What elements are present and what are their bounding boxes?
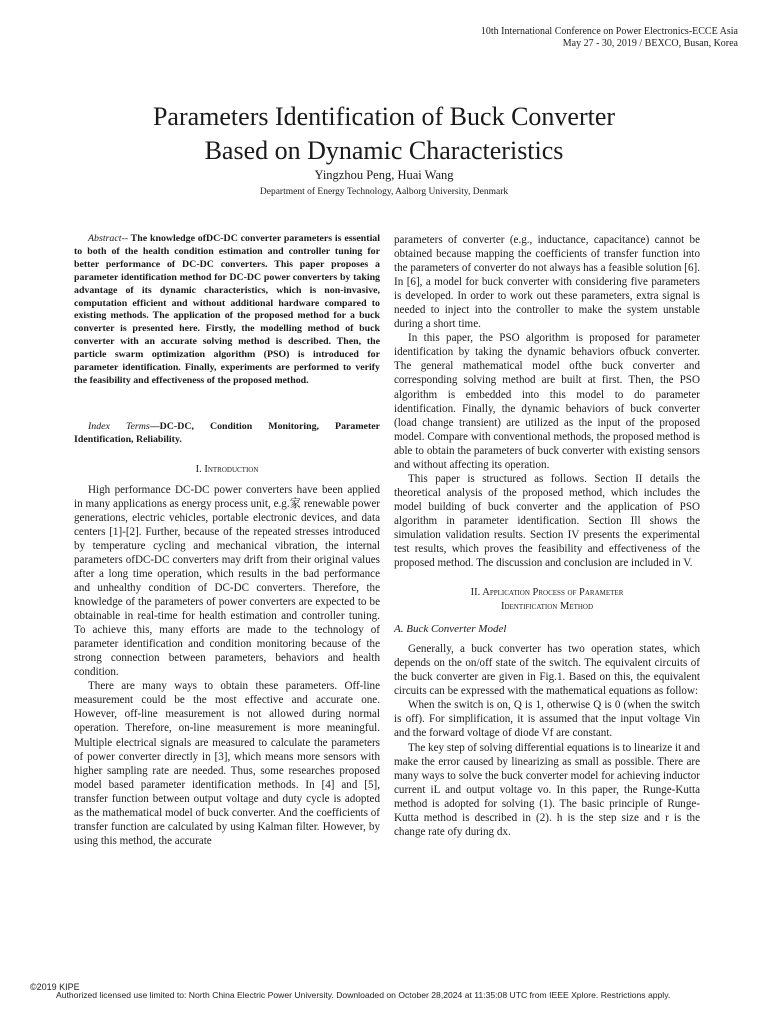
paper-title — [0, 100, 768, 168]
intro-paragraph-4: In this paper, the PSO algorithm is proposed for parameter identification by taking the dynamic behaviors ofbuck converter. The general mathematical model ofthe buck converter and corresponding solving method are built at first. Then, the PSO algorithm is embedded into this model to do parameter identification. Finally, the dynamic behaviors of buck converter (load change transient) are utilized as the input of the proposed model. Compare with conventional methods, the proposed method is able to obtain the parameters of buck converter with existing sensors and without affecting its operation. — [394, 332, 700, 471]
section-1-heading: I. Introduction — [195, 463, 259, 475]
intro-paragraph-2: There are many ways to obtain these parameters. Off-line measurement could be the most effective and accurate one. However, off-line measurement is not allowed during normal operation. Therefore, on-line measurement is more meaningful. Multiple electrical signals are measured to calculate the parameters of power converter directly in [3], which means more sensors with higher sampling rate are needed. Thus, some researches proposed model based parameter identification methods. In [4] and [5], transfer function between output voltage and duty cycle is adopted as the mathematical model of buck converter. And the coefficients of transfer function are calculated by using Kalman filter. However, by using this method, the accurate — [74, 680, 380, 847]
abstract-label: Abstract-- — [88, 233, 129, 244]
left-column — [74, 233, 380, 848]
section-2-heading — [394, 586, 700, 614]
conference-line-1: 10th International Conference on Power Electronics-ECCE Asia — [480, 26, 738, 37]
subsection-a-heading: A. Buck Converter Model — [394, 623, 507, 636]
title-line-1: Parameters Identification of Buck Converter — [152, 102, 616, 131]
title-line-2: Based on Dynamic Characteristics — [204, 136, 564, 165]
index-terms-text: —DC-DC, Condition Monitoring, Parameter Identification, Reliability. — [74, 420, 380, 445]
abstract — [74, 233, 380, 388]
conference-line-2: May 27 - 30, 2019 / BEXCO, Busan, Korea — [562, 38, 738, 49]
section-2-paragraph-1: Generally, a buck converter has two operation states, which depends on the on/off state of the switch. The equivalent circuits of the buck converter are given in Fig.1. Based on this, the equivalent circuits can be expressed with the mathematical equations as follow: — [394, 643, 700, 698]
copyright: ©2019 KIPE — [30, 982, 80, 992]
right-column — [394, 233, 700, 839]
section-2-heading-line-1: II. Application Process of Parameter — [470, 587, 624, 599]
abstract-text: The knowledge ofDC-DC converter parameters is essential to both of the health condition estimation and controller tuning for better performance of DC-DC converters. This paper proposes a parameter identification method for DC-DC power converters by taking advantage of its dynamic characteristics, which is non-invasive, computation efficient and without additional hardware compared to existing methods. The application of the proposed method for a buck converter is presented here. Firstly, the modelling method of buck converter with an accurate solving method is described. Then, the particle swarm optimization algorithm (PSO) is introduced for parameter identification. Finally, experiments are performed to verify the feasibility and effectiveness of the proposed method. — [74, 233, 380, 386]
intro-paragraph-3: parameters of converter (e.g., inductance, capacitance) cannot be obtained because mapping the coefficients of transfer function into the parameters of converter do not always has a feasible solution [6]. In [6], a model for buck converter with considering five parameters is developed. In order to work out these parameters, extra signal is needed to inject into the controller to make the system unstable during a short time. — [394, 234, 700, 331]
section-2-paragraph-2: When the switch is on, Q is 1, otherwise Q is 0 (when the switch is off). For simplification, it is assumed that the input voltage Vin and the forward voltage of diode Vf are constant. — [394, 699, 700, 740]
index-terms — [74, 421, 380, 447]
license-footer: Authorized licensed use limited to: North China Electric Power University. Downloaded on October 28,2024 at 11:35:08 UTC from IEEE Xplore. Restrictions apply. — [56, 990, 671, 1000]
affiliation: Department of Energy Technology, Aalborg University, Denmark — [259, 187, 509, 197]
intro-paragraph-5: This paper is structured as follows. Section II details the theoretical analysis of the proposed method, which includes the model building of buck converter and the application of PSO algorithm in parameter identification. Section Ill shows the simulation validation results. Section IV presents the experimental test results, which proves the feasibility and effectiveness of the proposed method. The discussion and conclusion are included in V. — [394, 472, 700, 570]
section-2-heading-line-2: Identification Method — [500, 601, 594, 613]
conference-header — [481, 26, 738, 50]
section-2-paragraph-3: The key step of solving differential equations is to linearize it and make the error caused by linearizing as small as possible. There are many ways to solve the buck converter model for achieving inductor current iL and output voltage vo. In this paper, the Runge-Kutta method is adopted for solving (1). The basic principle of Runge-Kutta method is described in (2). h is the step size and r is the change rate ofy during dx. — [394, 741, 700, 838]
intro-paragraph-1: High performance DC-DC power converters have been applied in many applications as energy process unit, e.g.家 renewable power generations, electric vehicles, portable electronic devices, and data centers [1]-[2]. Further, because of the repeated stresses introduced by temperature cycling and mechanical vibration, the internal parameters ofDC-DC converters may drift from their original values after a long time operation, which results in the bad performance and unhealthy condition of DC-DC converters. Therefore, the knowledge of the parameters of power converters are expected to be obtainable in real-time for health estimation and controller tuning. To achieve this, many efforts are made to the technology of parameter identification and condition monitoring because of the strong connection between parameters, behaviors and health condition. — [74, 483, 380, 679]
index-terms-label: Index Terms — [88, 420, 150, 432]
authors: Yingzhou Peng, Huai Wang — [314, 168, 454, 182]
